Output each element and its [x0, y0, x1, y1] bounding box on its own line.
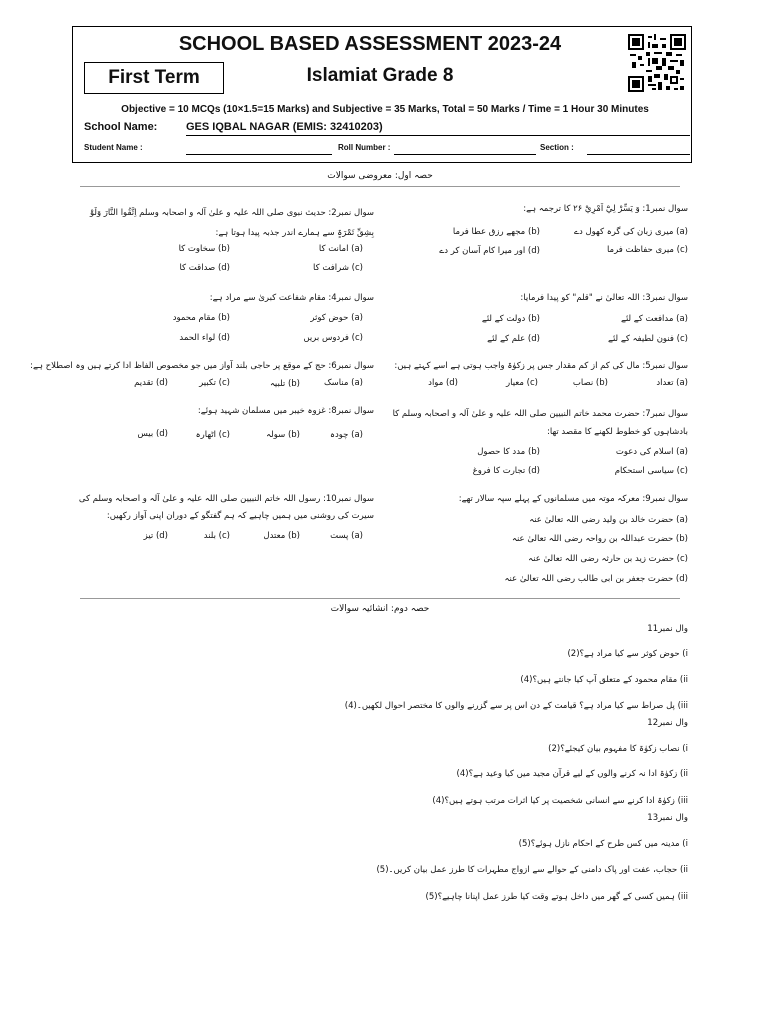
option-d[interactable]: (d) علم کے لئے — [487, 334, 540, 344]
school-name-underline — [186, 135, 690, 136]
option-a[interactable]: (a) مناسک — [323, 378, 363, 388]
question-12-part-1: i) نصاب زکوٰۃ کا مفہوم بیان کیجئے؟(2) — [548, 744, 688, 754]
option-d[interactable]: (d) اور میرا کام آسان کر دے — [439, 246, 540, 256]
option-c[interactable]: (c) اٹھارہ — [195, 430, 230, 440]
school-name-label: School Name: — [84, 121, 158, 133]
option-a[interactable]: (a) پست — [330, 531, 363, 541]
option-a[interactable]: (a) میری زبان کی گرہ کھول دے — [574, 227, 688, 237]
question-text: سوال نمبر6: حج کے موقع پر حاجی بلند آواز میں جو مخصوص الفاظ ادا کرتے ہیں وہ اصطلاح ہے: — [30, 361, 374, 371]
option-a[interactable]: (a) حضرت خالد بن ولید رضی اللہ تعالیٰ عنہ — [529, 515, 688, 525]
question-text: سوال نمبر9: معرکہ موتہ میں مسلمانوں کے پہلے سپہ سالار تھے: — [458, 494, 688, 504]
option-d[interactable]: (d) مواد — [428, 378, 458, 388]
option-c[interactable]: (c) حضرت زید بن حارثہ رضی اللہ تعالیٰ عنہ — [528, 554, 688, 564]
option-c[interactable]: (c) تکبیر — [199, 378, 230, 388]
term-box: First Term — [84, 62, 224, 94]
option-d[interactable]: (d) حضرت جعفر بن ابی طالب رضی اللہ تعالیٰ عنہ — [504, 574, 688, 584]
exam-title: SCHOOL BASED ASSESSMENT 2023-24 — [178, 33, 562, 55]
option-a[interactable]: (a) تعداد — [656, 378, 688, 388]
option-a[interactable]: (a) حوض کوثر — [310, 313, 363, 323]
roll-number-field[interactable] — [394, 154, 536, 155]
option-c[interactable]: (c) شرافت کا — [313, 263, 363, 273]
question-11-part-1: i) حوض کوثر سے کیا مراد ہے؟(2) — [567, 649, 688, 659]
option-c[interactable]: (c) فنون لطیفہ کے لئے — [608, 334, 688, 344]
option-a[interactable]: (a) چودہ — [330, 430, 363, 440]
part1-heading: حصہ اول: معروضی سوالات — [327, 171, 433, 181]
option-a[interactable]: (a) اسلام کی دعوت — [615, 447, 688, 457]
option-d[interactable]: (d) تیز — [143, 531, 168, 541]
option-c[interactable]: (c) بلند — [203, 531, 230, 541]
option-b[interactable]: (b) مجھے رزق عطا فرما — [452, 227, 540, 237]
school-name-value: GES IQBAL NAGAR (EMIS: 32410203) — [186, 121, 383, 133]
subject-title: Islamiat Grade 8 — [306, 65, 454, 86]
question-13-part-3: iii) ہمیں کسی کے گھر میں داخل ہوتے وقت کیا طرز عمل اپنانا چاہیے؟(5) — [425, 892, 688, 902]
student-name-field[interactable] — [186, 154, 332, 155]
option-a[interactable]: (a) مدافعت کے لئے — [620, 314, 688, 324]
option-d[interactable]: (d) صداقت کا — [179, 263, 230, 273]
question-text: سوال نمبر2: حدیث نبوی صلی اللہ علیہ و علیٰ آلہ و اصحابہ وسلم اِتَّقُوا النَّارَ وَلَوْ بِشِقِّ تَمْرَۃٍ سے ہمارے اندر جذبہ پیدا ہوتا ہے: — [90, 208, 374, 238]
question-11-part-3: iii) پل صراط سے کیا مراد ہے؟ قیامت کے دن اس پر سے گزرنے والوں کا مختصر احوال لکھیں۔(4) — [344, 701, 688, 711]
question-12-part-3: iii) زکوٰۃ ادا کرنے سے انسانی شخصیت پر کیا اثرات مرتب ہوتے ہیں؟(4) — [432, 796, 688, 806]
question-text: سوال نمبر4: مقام شفاعت کبریٰ سے مراد ہے: — [209, 293, 374, 303]
question-12-heading: وال نمبر12 — [647, 718, 688, 728]
question-11-heading: وال نمبر11 — [647, 624, 688, 634]
option-c[interactable]: (c) میری حفاظت فرما — [606, 245, 688, 255]
part2-heading: حصہ دوم: انشائیہ سوالات — [330, 604, 430, 614]
roll-number-label: Roll Number : — [338, 143, 391, 152]
section-field[interactable] — [587, 154, 690, 155]
option-a[interactable]: (a) امانت کا — [318, 244, 363, 254]
option-b[interactable]: (b) مدد کا حصول — [477, 447, 540, 457]
question-13-heading: وال نمبر13 — [647, 813, 688, 823]
option-b[interactable]: (b) مقام محمود — [172, 313, 230, 323]
question-text: سوال نمبر3: اللہ تعالیٰ نے "قلم" کو پیدا فرمایا: — [520, 293, 688, 303]
option-c[interactable]: (c) معیار — [506, 378, 538, 388]
option-d[interactable]: (d) لواء الحمد — [179, 333, 230, 343]
option-d[interactable]: (d) بیس — [137, 429, 168, 439]
option-b[interactable]: (b) نصاب — [572, 378, 608, 388]
option-b[interactable]: (b) دولت کے لئے — [481, 314, 540, 324]
option-c[interactable]: (c) فردوس بریں — [303, 333, 363, 343]
option-b[interactable]: (b) سخاوت کا — [178, 244, 230, 254]
option-b[interactable]: (b) معتدل — [263, 531, 300, 541]
part2-separator — [80, 598, 680, 599]
section-label: Section : — [540, 143, 574, 152]
question-text: سوال نمبر7: حضرت محمد خاتم النبیین صلی اللہ علیہ و علیٰ آلہ و اصحابہ وسلم کا بادشاہوں کو خطوط لکھنے کا مقصد تھا: — [392, 409, 688, 437]
question-text: سوال نمبر1: وَ يَسِّرْ لِيْٓ اَمْرِيْ ۲۶ کا ترجمہ ہے: — [523, 204, 688, 214]
part1-separator — [80, 186, 680, 187]
option-b[interactable]: (b) حضرت عبداللہ بن رواحہ رضی اللہ تعالیٰ عنہ — [512, 534, 688, 544]
objective-line: Objective = 10 MCQs (10×1.5=15 Marks) and Subjective = 35 Marks, Total = 50 Marks / Time = 1 Hour 30 Minutes — [121, 104, 649, 115]
question-11-part-2: ii) مقام محمود کے متعلق آپ کیا جانتے ہیں؟(4) — [520, 675, 688, 685]
student-name-label: Student Name : — [84, 143, 143, 152]
question-13-part-1: i) مدینہ میں کس طرح کے احکام نازل ہوئے؟(5) — [518, 839, 688, 849]
option-b[interactable]: (b) تلبیہ — [269, 379, 300, 389]
option-d[interactable]: (d) تجارت کا فروغ — [472, 466, 540, 476]
option-d[interactable]: (d) تقدیم — [134, 378, 168, 388]
header-bottom-line — [72, 162, 692, 163]
option-b[interactable]: (b) سولہ — [266, 430, 300, 440]
question-text: سوال نمبر8: غزوہ خیبر میں مسلمان شہید ہوئے: — [197, 406, 374, 416]
question-text: سوال نمبر10: رسول اللہ خاتم النبیین صلی اللہ علیہ و علیٰ آلہ و اصحابہ وسلم کی سیرت کی روشنی میں ہمیں چاہیے کہ ہم گفتگو کے دوران اپنی آواز رکھیں: — [78, 494, 374, 521]
question-13-part-2: ii) حجاب، عفت اور پاک دامنی کے حوالے سے ازواج مطہرات کا طرز عمل بیان کریں۔(5) — [376, 865, 688, 875]
question-text: سوال نمبر5: مال کی کم از کم مقدار جس پر زکوٰۃ واجب ہوتی ہے اسے کہتے ہیں: — [394, 361, 688, 371]
qr-code-icon — [628, 34, 686, 92]
question-12-part-2: ii) زکوٰۃ ادا نہ کرنے والوں کے لیے قرآن مجید میں کیا وعید ہے؟(4) — [456, 769, 688, 779]
option-c[interactable]: (c) سیاسی استحکام — [614, 466, 688, 476]
